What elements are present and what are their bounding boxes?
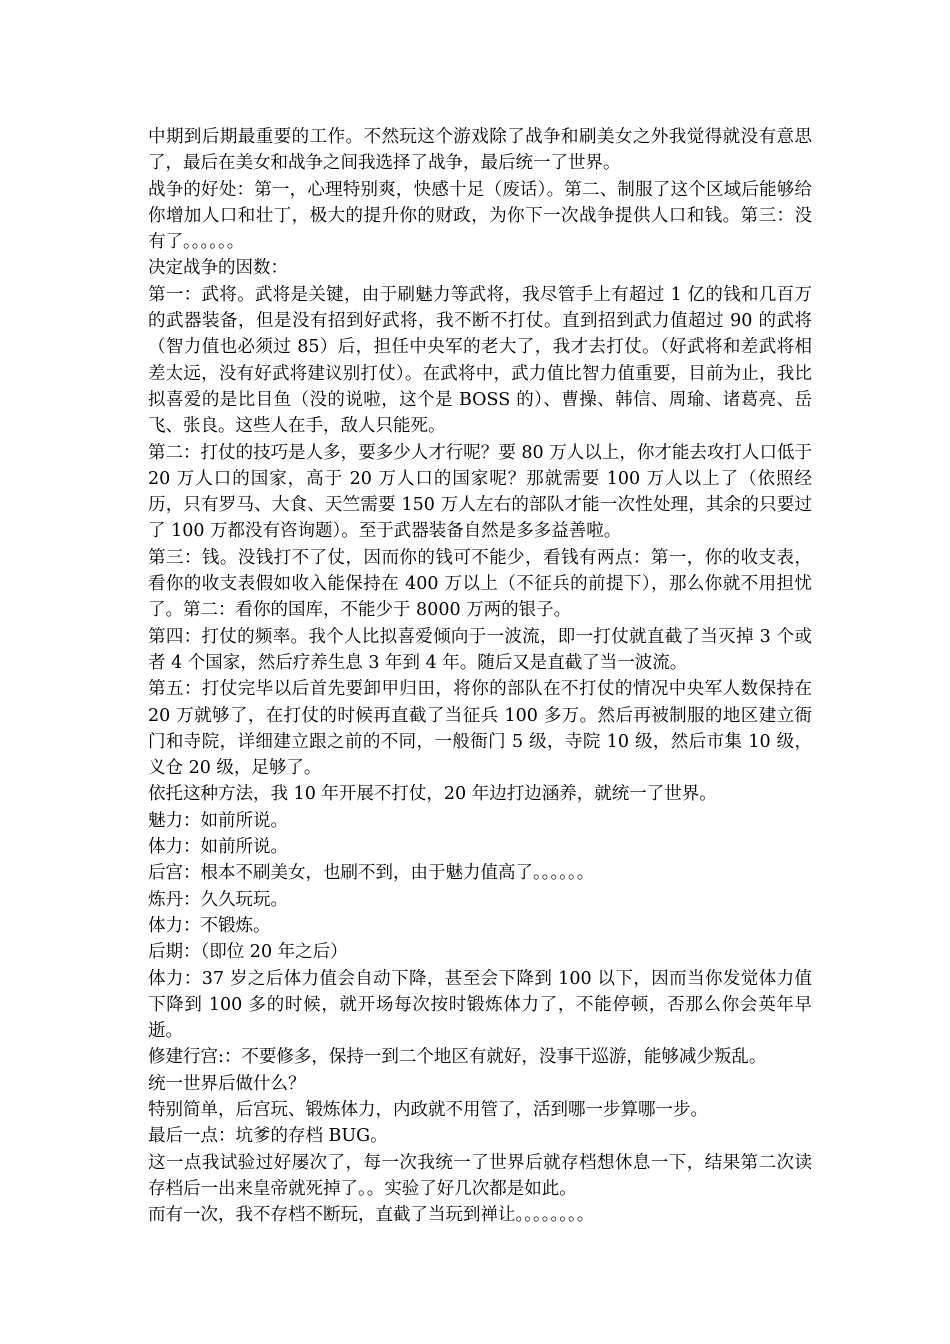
paragraph-20: 最后一点：坑爹的存档 BUG。 [148, 1126, 388, 1147]
paragraph-10: 魅力：如前所说。 [148, 810, 288, 831]
paragraph-12: 后宫：根本不刷美女，也刷不到，由于魅力值高了。。。。。。 [148, 863, 595, 884]
paragraph-5: 第二：打仗的技巧是人多，要多少人才行呢？要 80 万人以上，你才能去攻打人口低于 20 万人口的国家，高于 20 万人口的国家呢？那就需要 100 万人以上了（依照经历，只有罗马、大食、天竺需要 150 万人左右的部队才能一次性处理，其余的只要过了 100 万都没有咨询题）。至于武器装备自然是多多益善啦。 [148, 442, 812, 542]
paragraph-9: 依托这种方法，我 10 年开展不打仗，20 年边打边涵养，就统一了世界。 [148, 784, 717, 805]
document-body [148, 124, 812, 1228]
paragraph-21: 这一点我试验过好屡次了，每一次我统一了世界后就存档想休息一下，结果第二次读存档后一出来皇帝就死掉了。。实验了好几次都是如此。 [148, 1152, 812, 1199]
paragraph-17: 修建行宫:：不要修多，保持一到二个地区有就好，没事干巡游，能够减少叛乱。 [148, 1047, 767, 1068]
paragraph-11: 体力：如前所说。 [148, 837, 288, 858]
paragraph-19: 特别简单，后宫玩、锻炼体力，内政就不用管了，活到哪一步算哪一步。 [148, 1099, 708, 1120]
paragraph-15: 后期：（即位 20 年之后） [148, 942, 348, 963]
paragraph-6: 第三：钱。没钱打不了仗，因而你的钱可不能少，看钱有两点：第一，你的收支表，看你的收支表假如收入能保持在 400 万以上（不征兵的前提下），那么你就不用担忧了。第二：看你的国库，不能少于 8000 万两的银子。 [148, 547, 812, 621]
paragraph-2: 战争的好处：第一，心理特别爽，快感十足（废话）。第二、制服了这个区域后能够给你增加人口和壮丁，极大的提升你的财政，为你下一次战争提供人口和钱。第三：没有了。。。。。。 [148, 179, 812, 253]
paragraph-22: 而有一次，我不存档不断玩，直截了当玩到禅让。。。。。。。。 [148, 1205, 595, 1226]
paragraph-8: 第五：打仗完毕以后首先要卸甲归田，将你的部队在不打仗的情况中央军人数保持在 20 万就够了，在打仗的时候再直截了当征兵 100 多万。然后再被制服的地区建立衙门和寺院，详细建立跟之前的不同，一般衙门 5 级，寺院 10 级，然后市集 10 级，义仓 20 级，足够了。 [148, 679, 812, 779]
paragraph-7: 第四：打仗的频率。我个人比拟喜爱倾向于一波流，即一打仗就直截了当灭掉 3 个或者 4 个国家，然后疗养生息 3 年到 4 年。随后又是直截了当一波流。 [148, 626, 812, 673]
paragraph-3: 决定战争的因数： [148, 258, 288, 279]
paragraph-13: 炼丹：久久玩玩。 [148, 889, 288, 910]
paragraph-14: 体力：不锻炼。 [148, 915, 271, 936]
paragraph-18: 统一世界后做什么？ [148, 1073, 306, 1094]
paragraph-1: 中期到后期最重要的工作。不然玩这个游戏除了战争和刷美女之外我觉得就没有意思了，最后在美女和战争之间我选择了战争，最后统一了世界。 [148, 127, 812, 174]
paragraph-16: 体力：37 岁之后体力值会自动下降，甚至会下降到 100 以下，因而当你发觉体力值下降到 100 多的时候，就开场每次按时锻炼体力了，不能停顿，否那么你会英年早逝。 [148, 968, 812, 1042]
paragraph-4: 第一：武将。武将是关键，由于刷魅力等武将，我尽管手上有超过 1 亿的钱和几百万的武器装备，但是没有招到好武将，我不断不打仗。直到招到武力值超过 90 的武将（智力值也必须过 85）后，担任中央军的老大了，我才去打仗。（好武将和差武将相差太远，没有好武将建议别打仗）。在武将中，武力值比智力值重要，目前为止，我比拟喜爱的是比目鱼（没的说啦，这个是 BOSS 的）、曹操、韩信、周瑜、诸葛亮、岳飞、张良。这些人在手，敌人只能死。 [148, 284, 812, 437]
